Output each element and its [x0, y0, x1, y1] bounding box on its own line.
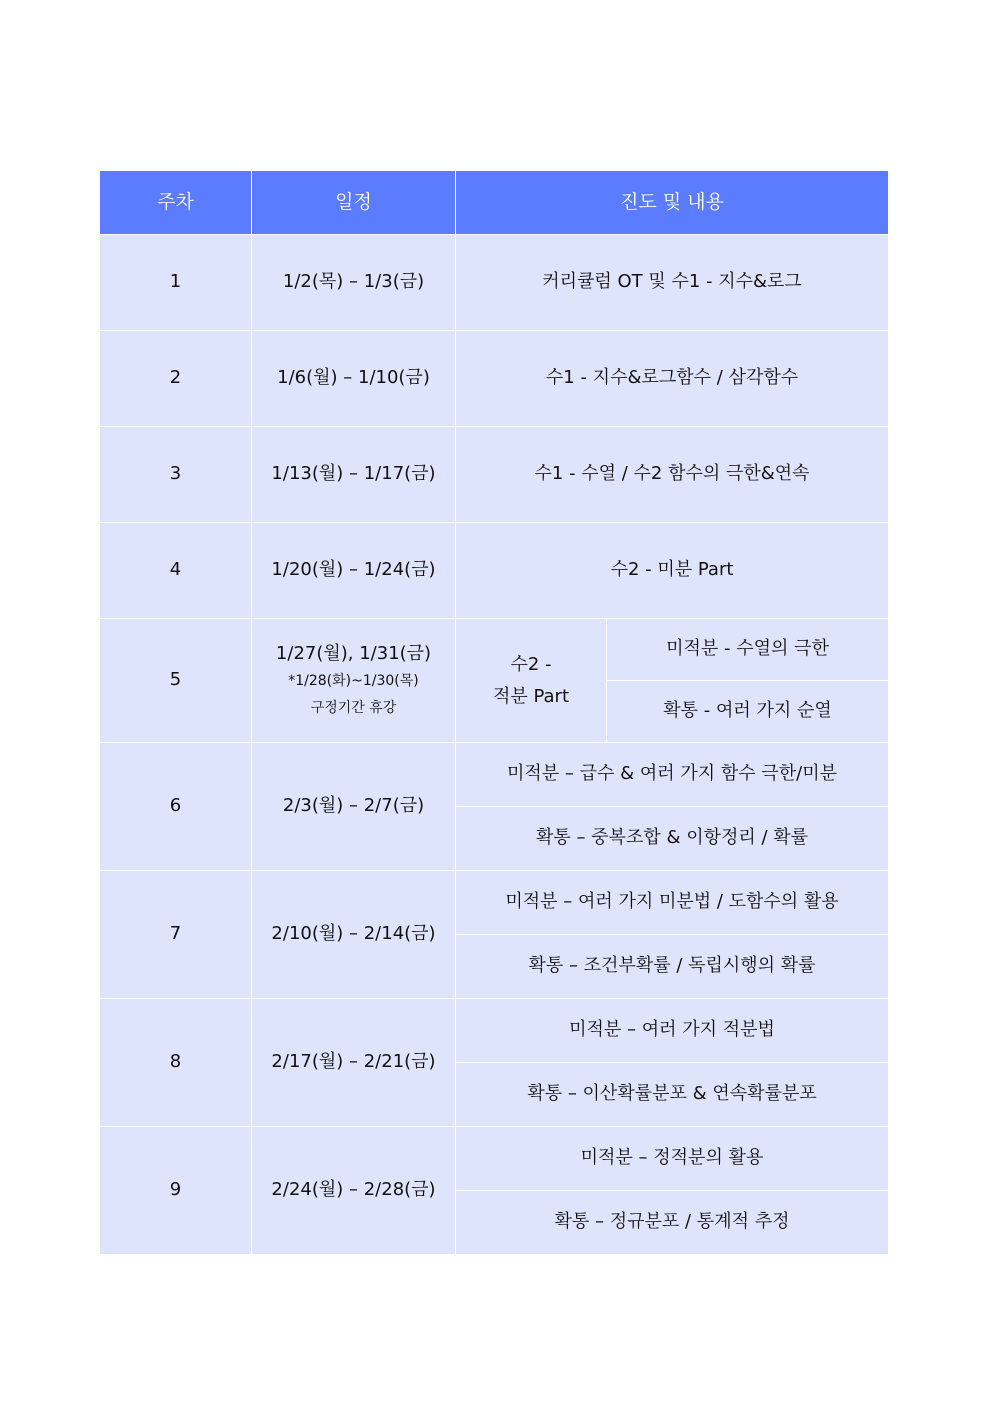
content-cell: 커리큘럼 OT 및 수1 - 지수&로그 [456, 235, 889, 331]
table-row [100, 331, 889, 427]
date-cell: 1/20(월) – 1/24(금) [252, 523, 456, 619]
content-cell: 미적분 – 정적분의 활용 [456, 1127, 889, 1191]
content-cell: 확통 - 여러 가지 순열 [607, 681, 889, 743]
week-cell: 4 [100, 523, 252, 619]
content-cell: 확통 – 이산확률분포 & 연속확률분포 [456, 1063, 889, 1127]
content-cell: 미적분 - 수열의 극한 [607, 619, 889, 681]
week-cell: 5 [100, 619, 252, 743]
content-cell: 미적분 – 여러 가지 적분법 [456, 999, 889, 1063]
date-cell [252, 619, 456, 743]
content-cell: 수2 - 미분 Part [456, 523, 889, 619]
table-row [100, 999, 889, 1063]
week-cell: 9 [100, 1127, 252, 1255]
date-cell: 1/2(목) – 1/3(금) [252, 235, 456, 331]
content-cell: 미적분 – 여러 가지 미분법 / 도함수의 활용 [456, 871, 889, 935]
header-week: 주차 [100, 171, 252, 235]
date-cell: 2/3(월) – 2/7(금) [252, 743, 456, 871]
date-main: 1/27(월), 1/31(금) [275, 642, 432, 664]
date-cell: 2/17(월) – 2/21(금) [252, 999, 456, 1127]
table-row [100, 427, 889, 523]
schedule-table [99, 170, 889, 1255]
content-cell: 수1 - 수열 / 수2 함수의 극한&연속 [456, 427, 889, 523]
table-row [100, 619, 889, 681]
week-cell: 3 [100, 427, 252, 523]
subject-cell [456, 619, 607, 743]
holiday-label: 구정기간 휴강 [310, 699, 397, 716]
date-cell: 2/10(월) – 2/14(금) [252, 871, 456, 999]
week-cell: 1 [100, 235, 252, 331]
table-row [100, 743, 889, 807]
date-cell: 1/13(월) – 1/17(금) [252, 427, 456, 523]
content-cell: 확통 – 중복조합 & 이항정리 / 확률 [456, 807, 889, 871]
header-content: 진도 및 내용 [456, 171, 889, 235]
table-row [100, 235, 889, 331]
week-cell: 2 [100, 331, 252, 427]
week-cell: 7 [100, 871, 252, 999]
table-row [100, 871, 889, 935]
content-cell: 미적분 – 급수 & 여러 가지 함수 극한/미분 [456, 743, 889, 807]
header-row [100, 171, 889, 235]
content-cell: 확통 – 정규분포 / 통계적 추정 [456, 1191, 889, 1255]
subject-line2: 적분 Part [492, 685, 570, 707]
header-schedule: 일정 [252, 171, 456, 235]
week-cell: 8 [100, 999, 252, 1127]
week-cell: 6 [100, 743, 252, 871]
table-row [100, 523, 889, 619]
content-cell: 수1 - 지수&로그함수 / 삼각함수 [456, 331, 889, 427]
subject-line1: 수2 - [510, 654, 552, 675]
date-cell: 2/24(월) – 2/28(금) [252, 1127, 456, 1255]
date-cell: 1/6(월) – 1/10(금) [252, 331, 456, 427]
content-cell: 확통 – 조건부확률 / 독립시행의 확률 [456, 935, 889, 999]
holiday-note: *1/28(화)~1/30(목) [288, 673, 419, 690]
table-row [100, 1127, 889, 1191]
